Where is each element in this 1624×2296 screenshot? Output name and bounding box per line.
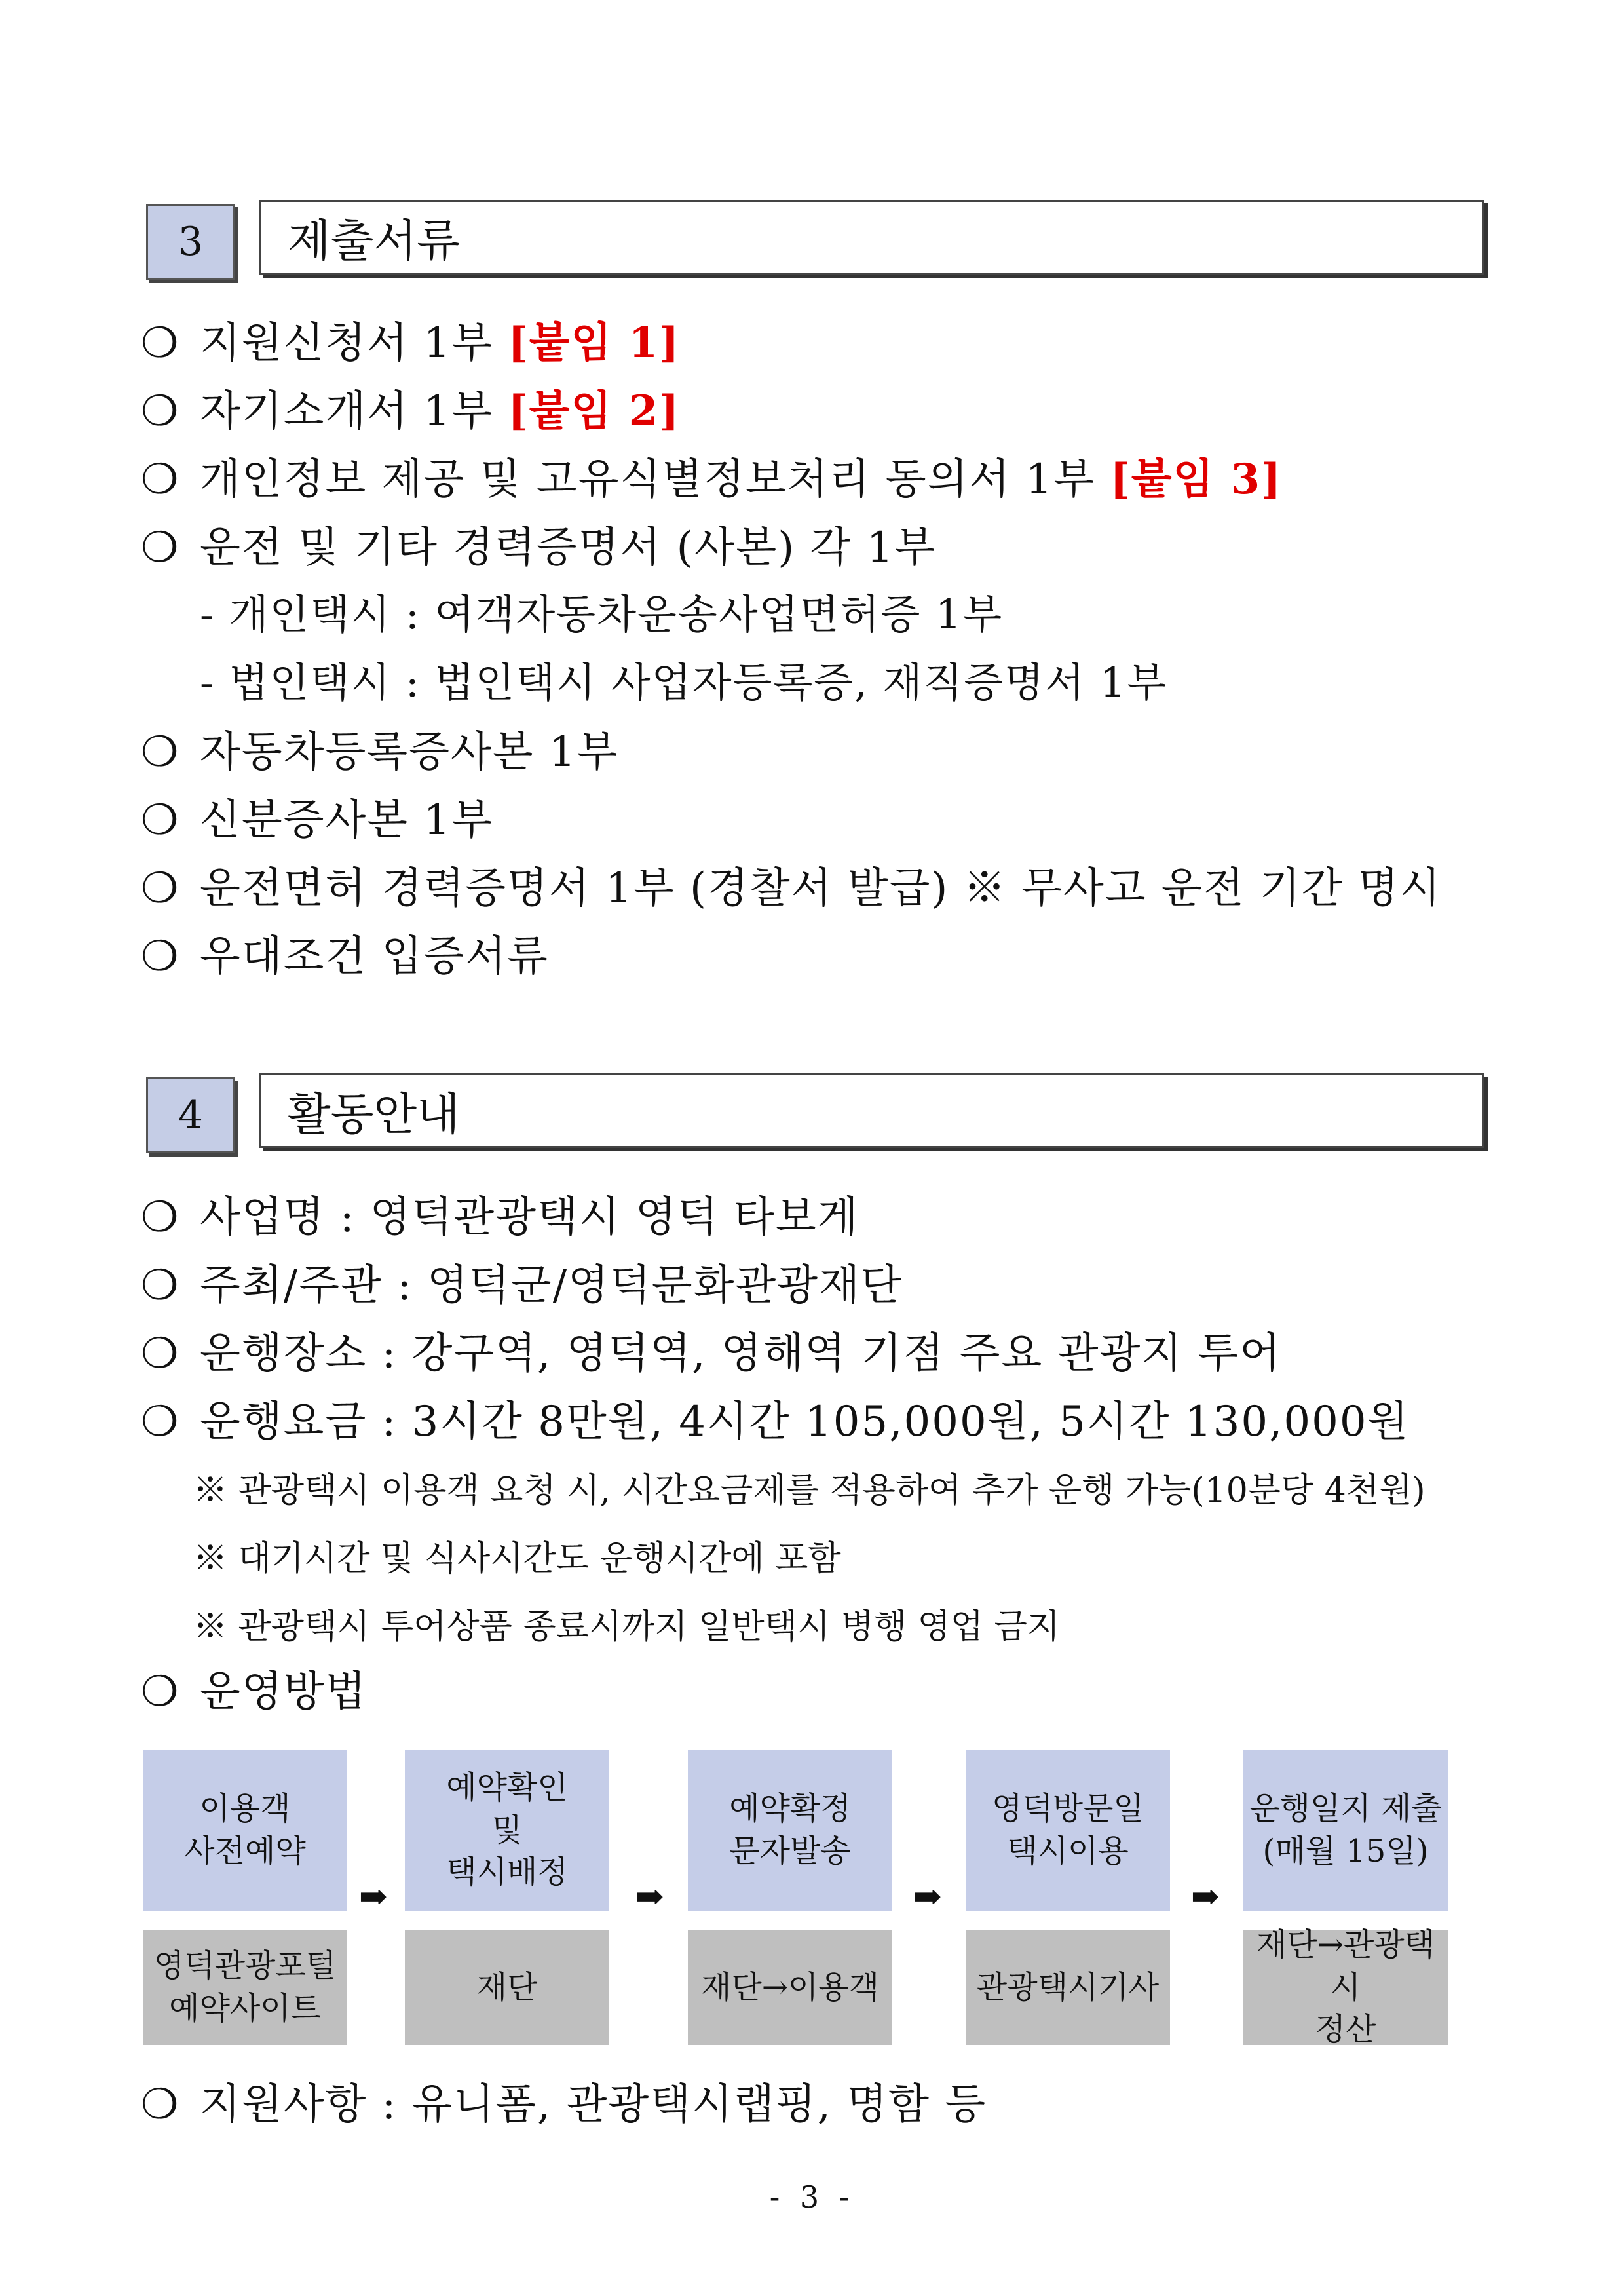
- flow-actor-4: 관광택시기사: [966, 1930, 1170, 2045]
- note: ※ 관광택시 투어상품 종료시까지 일반택시 병행 영업 금지: [193, 1607, 1061, 1647]
- section-number: 3: [146, 204, 235, 280]
- bullet-icon: ❍: [141, 932, 180, 981]
- attachment-tag: [붙임 3]: [1110, 455, 1283, 504]
- bullet-icon: ❍: [141, 387, 180, 436]
- flow-step-5: 운행일지 제출 (매월 15일): [1243, 1750, 1448, 1911]
- flow-step-4: 영덕방문일 택시이용: [966, 1750, 1170, 1911]
- list-item: ❍ 우대조건 입증서류: [141, 932, 549, 981]
- bullet-icon: ❍: [141, 1193, 180, 1242]
- list-item: ❍ 자기소개서 1부 [붙임 2]: [141, 387, 681, 436]
- list-item: ❍ 지원신청서 1부 [붙임 1]: [141, 318, 681, 368]
- arrow-right-icon: ➡: [359, 1877, 388, 1917]
- flow-step-1: 이용객 사전예약: [143, 1750, 347, 1911]
- bullet-icon: ❍: [141, 796, 180, 845]
- flow-step-2: 예약확인 및 택시배정: [405, 1750, 609, 1911]
- bullet-icon: ❍: [141, 524, 180, 572]
- bullet-icon: ❍: [141, 319, 180, 368]
- bullet-icon: ❍: [141, 864, 180, 913]
- note: ※ 관광택시 이용객 요청 시, 시간요금제를 적용하여 추가 운행 가능(10분당 4천원): [193, 1471, 1426, 1510]
- bullet-icon: ❍: [141, 728, 180, 776]
- flow-actor-5: 재단→관광택시 정산: [1243, 1930, 1448, 2045]
- list-item: ❍ 운행요금 : 3시간 8만원, 4시간 105,000원, 5시간 130,000원: [141, 1398, 1410, 1446]
- section-title: 제출서류: [259, 200, 1484, 275]
- arrow-right-icon: ➡: [913, 1877, 942, 1917]
- list-item: ❍ 지원사항 : 유니폼, 관광택시랩핑, 명함 등: [141, 2080, 987, 2129]
- section-3-header: [146, 200, 1493, 281]
- note: ※ 대기시간 및 식사시간도 운행시간에 포함: [193, 1539, 841, 1578]
- section-title: 활동안내: [259, 1073, 1484, 1148]
- arrow-right-icon: ➡: [1191, 1877, 1220, 1917]
- section-number: 4: [146, 1077, 235, 1153]
- sub-item: - 법인택시 : 법인택시 사업자등록증, 재직증명서 1부: [200, 659, 1168, 706]
- flow-actor-3: 재단→이용객: [688, 1930, 892, 2045]
- list-item: ❍ 운전면허 경력증명서 1부 (경찰서 발급) ※ 무사고 운전 기간 명시: [141, 864, 1442, 913]
- section-4-header: [146, 1073, 1493, 1155]
- list-item: ❍ 개인정보 제공 및 고유식별정보처리 동의서 1부 [붙임 3]: [141, 455, 1283, 504]
- attachment-tag: [붙임 1]: [508, 318, 681, 368]
- list-item: ❍ 자동차등록증사본 1부: [141, 728, 619, 776]
- flow-step-3: 예약확정 문자발송: [688, 1750, 892, 1911]
- list-item: ❍ 운전 및 기타 경력증명서 (사본) 각 1부: [141, 524, 937, 572]
- bullet-icon: ❍: [141, 1668, 180, 1716]
- sub-item: - 개인택시 : 여객자동차운송사업면허증 1부: [200, 590, 1004, 638]
- list-item: ❍ 운영방법: [141, 1668, 368, 1716]
- list-item: ❍ 사업명 : 영덕관광택시 영덕 타보게: [141, 1193, 859, 1242]
- bullet-icon: ❍: [141, 455, 180, 504]
- attachment-tag: [붙임 2]: [508, 387, 681, 436]
- page-number: - 3 -: [769, 2179, 855, 2215]
- list-item: ❍ 신분증사본 1부: [141, 796, 494, 845]
- arrow-right-icon: ➡: [635, 1877, 664, 1917]
- bullet-icon: ❍: [141, 1330, 180, 1378]
- bullet-icon: ❍: [141, 1261, 180, 1310]
- flow-actor-1: 영덕관광포털 예약사이트: [143, 1930, 347, 2045]
- bullet-icon: ❍: [141, 1398, 180, 1446]
- list-item: ❍ 운행장소 : 강구역, 영덕역, 영해역 기점 주요 관광지 투어: [141, 1330, 1282, 1378]
- flow-actor-2: 재단: [405, 1930, 609, 2045]
- list-item: ❍ 주최/주관 : 영덕군/영덕문화관광재단: [141, 1261, 903, 1310]
- bullet-icon: ❍: [141, 2080, 180, 2129]
